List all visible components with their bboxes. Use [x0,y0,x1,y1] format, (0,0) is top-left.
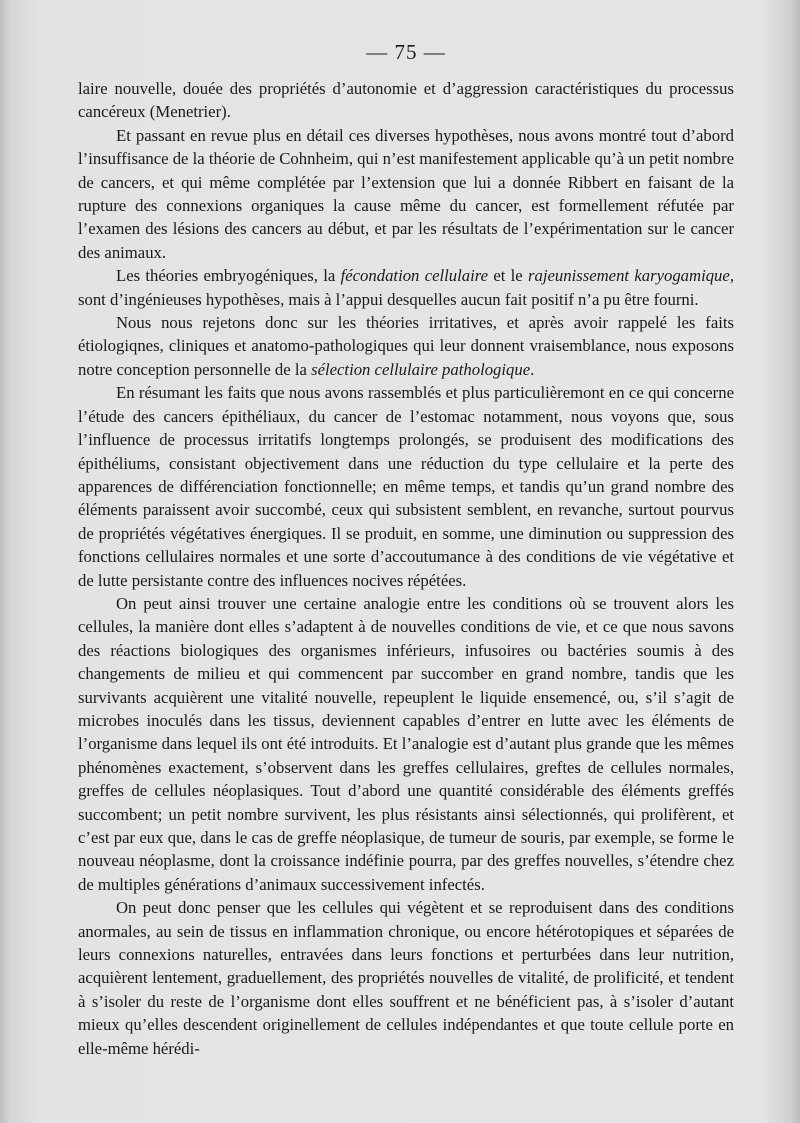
paragraph-3-text-b: et le [488,266,529,286]
paragraph-3 [78,264,734,311]
page-number: — 75 — [366,40,446,64]
paragraph-1: laire nouvelle, douée des propriétés d’autonomie et d’aggression caractéristiques du processus cancéreux (Menetrier). [78,79,734,122]
paragraph-6: On peut ainsi trouver une certaine analogie entre les conditions où se trouvent alors les cellules, la manière dont elles s’adaptent à de nouvelles conditions de vie, et ce que nous savons des réactions biologiques des organismes inférieurs, infusoires ou bactéries soumis à des changements de milieu et qui commencent par succomber en grand nombre, tandis que les survivants acquièrent une vitalité nouvelle, repeuplent le liquide ensemencé, ou, s’il s’agit de microbes inoculés dans les tissus, deviennent capables d’entrer en lutte avec les éléments de l’organisme dans lequel ils ont été introduits. Et l’analogie est d’autant plus grande que les mêmes phénomènes exactement, s’observent dans les greffes cellulaires, greftes de cellules normales, greffes de cellules néoplasiques. Tout d’abord une quantité considérable des éléments greffés succombent; un petit nombre survivent, les plus résistants ainsi sélectionnés, qui prolifèrent, et c’est par eux que, dans le cas de greffe néoplasique, de tumeur de souris, par exemple, se forme le nouveau néoplasme, dont la croissance indéfinie pourra, par des greffes nouvelles, s’étendre chez de multiples générations d’animaux successivement infectés. [78,593,734,894]
paragraph-3-term-fecondation: fécondation cellulaire [340,266,489,286]
paragraph-3-term-rajeunissement: rajeunissement karyogamique [528,266,730,286]
paragraph-3-text-a: Les théories embryogéniques, la [116,266,341,286]
paragraph-7: On peut donc penser que les cellules qui végètent et se reproduisent dans des conditions anormales, au sein de tissus en inflammation chronique, ou encore hétérotopiques et séparées de leurs connexions naturelles, entravées dans leurs fonctions et perturbées dans leur nutrition, acquièrent lentement, graduellement, des propriétés nouvelles de vitalité, de prolificité, et tendent à s’isoler du reste de l’organisme dont elles souffrent et ne bénéficient pas, à s’isoler d’autant mieux qu’elles descendent originellement de cellules indépendantes et que toute cellule porte en elle-même hérédi- [78,898,734,1058]
paragraph-2: Et passant en revue plus en détail ces diverses hypothèses, nous avons montré tout d’abord l’insuffisance de la théorie de Cohnheim, qui n’est manifestement applicable qu’à un petit nombre de cancers, et qui même complétée par l’extension que lui a donnée Ribbert en faisant de la rupture des connexions organiques la cause même du cancer, est formellement réfutée par l’examen des lésions des cancers au début, et par les résultats de l’expérimentation sur le cancer des animaux. [78,125,734,262]
paragraph-5: En résumant les faits que nous avons rassemblés et plus particulièremont en ce qui concerne l’étude des cancers épithéliaux, du cancer de l’estomac notamment, nous voyons que, sous l’influence de processus irritatifs longtemps prolongés, se produisent des modifications des épithéliums, consistant objectivement dans une réduction du type cellulaire et la perte des apparences de différenciation fonctionnelle; en même temps, et tandis qu’un grand nombre des éléments paraissent avoir succombé, ceux qui subsistent semblent, en revanche, surtout pourvus de propriétés végétatives énergiques. Il se produit, en somme, une diminution ou suppression des fonctions cellulaires normales et une sorte d’accoutumance à des conditions de vie végétative et de lutte persistante contre des influences nocives répétées. [78,383,734,590]
paragraph-4 [78,311,734,381]
document-page [78,40,734,1060]
paragraph-4-term-selection: sélection cellulaire pathologique [311,359,531,379]
paragraph-4-text-a: Nous nous rejetons donc sur les théories irritatives, et après avoir rappelé les faits étiologiqnes, cliniques et anatomo-pathologiques qui leur donnent vraisemblance, nous exposons notre conception personnelle de la [78,313,734,379]
paragraph-4-text-b: . [530,359,535,379]
paragraph-3-text-c: , sont d’ingénieuses hypothèses, mais à l’appui desquelles aucun fait positif n’a pu être fourni. [78,266,734,309]
